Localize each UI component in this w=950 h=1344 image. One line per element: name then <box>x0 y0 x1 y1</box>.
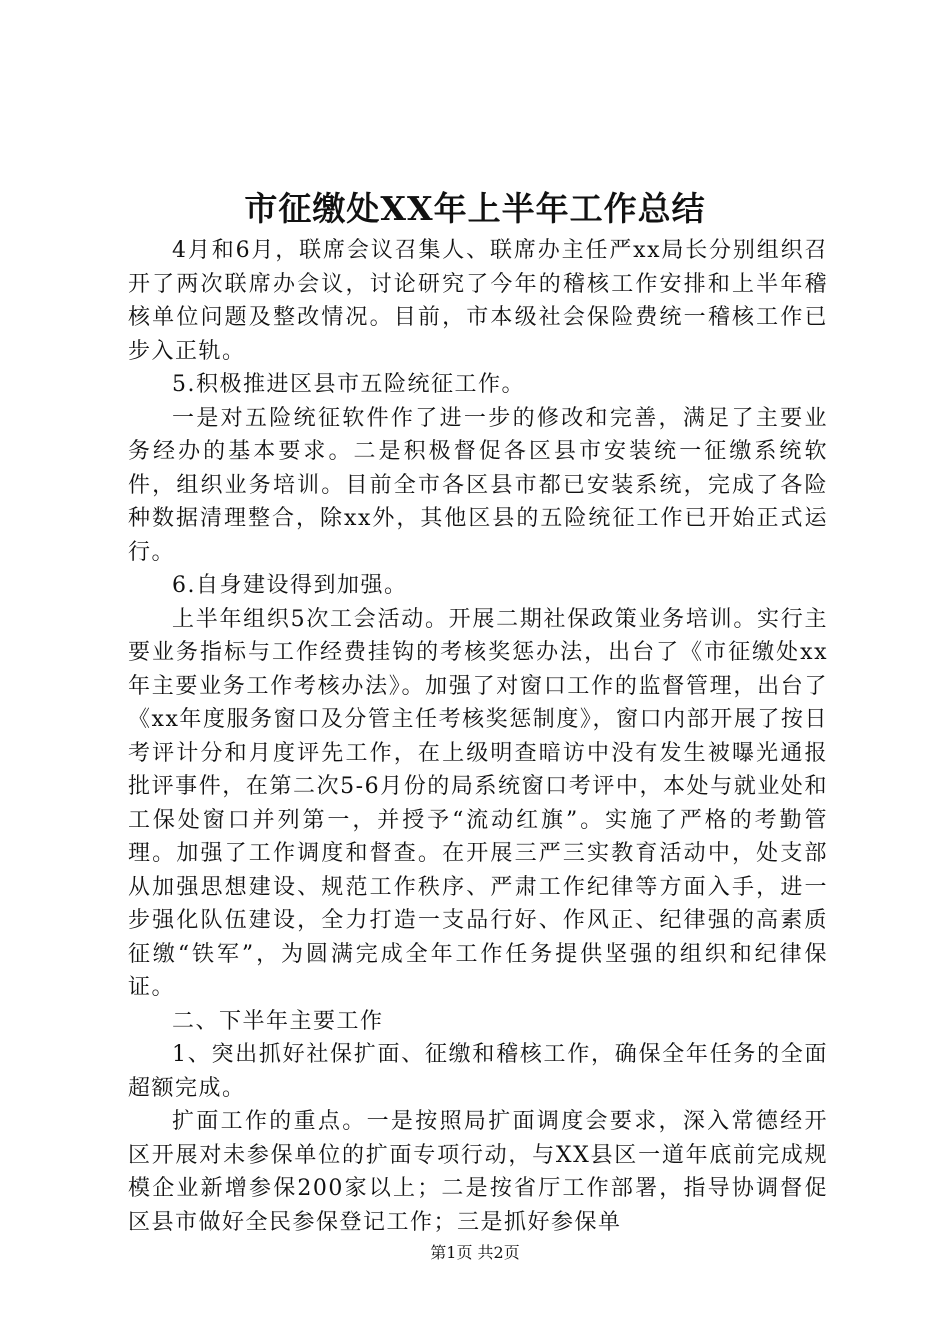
document-title: 市征缴处XX年上半年工作总结 <box>244 189 706 228</box>
paragraph-heading-6: 6.自身建设得到加强。 <box>172 573 408 598</box>
paragraph-self-building: 上半年组织5次工会活动。开展二期社保政策业务培训。实行主要业务指标与工作经费挂钩的考核奖惩办法，出台了《市征缴处xx年主要业务工作考核办法》。加强了对窗口工作的监督管理，出台了《xx年度服务窗口及分管主任考核奖惩制度》，窗口内部开展了按日考评计分和月度评先工作，在上级明查暗访中没有发生被曝光通报批评事件，在第二次5-6月份的局系统窗口考评中，本处与就业处和工保处窗口并列第一，并授予“流动红旗”。实施了严格的考勤管理。加强了工作调度和督查。在开展三严三实教育活动中，处支部从加强思想建设、规范工作秩序、严肃工作纪律等方面入手，进一步强化队伍建设，全力打造一支品行好、作风正、纪律强的高素质征缴“铁军”，为圆满完成全年工作任务提供坚强的组织和纪律保证。 <box>128 606 828 1000</box>
paragraph-heading-5: 5.积极推进区县市五险统征工作。 <box>172 372 525 397</box>
paragraph-item-1: 1、突出抓好社保扩面、征缴和稽核工作，确保全年任务的全面超额完成。 <box>128 1042 828 1101</box>
document-body <box>128 234 828 1239</box>
paragraph-section-2-heading: 二、下半年主要工作 <box>172 1008 384 1034</box>
paragraph-expansion: 扩面工作的重点。一是按照局扩面调度会要求，深入常德经开区开展对未参保单位的扩面专项行动，与XX县区一道年底前完成规模企业新增参保200家以上；二是按省厅工作部署，指导协调督促区县市做好全民参保登记工作；三是抓好参保单 <box>128 1109 828 1235</box>
page-footer: 第1页 共2页 <box>430 1243 520 1262</box>
paragraph-software: 一是对五险统征软件作了进一步的修改和完善，满足了主要业务经办的基本要求。二是积极督促各区县市安装统一征缴系统软件，组织业务培训。目前全市各区县市都已安装系统，完成了各险种数据清理整合，除xx外，其他区县的五险统征工作已开始正式运行。 <box>128 405 828 565</box>
paragraph-meetings: 4月和6月，联席会议召集人、联席办主任严xx局长分别组织召开了两次联席办会议，讨论研究了今年的稽核工作安排和上半年稽核单位问题及整改情况。目前，市本级社会保险费统一稽核工作已步入正轨。 <box>128 238 828 364</box>
